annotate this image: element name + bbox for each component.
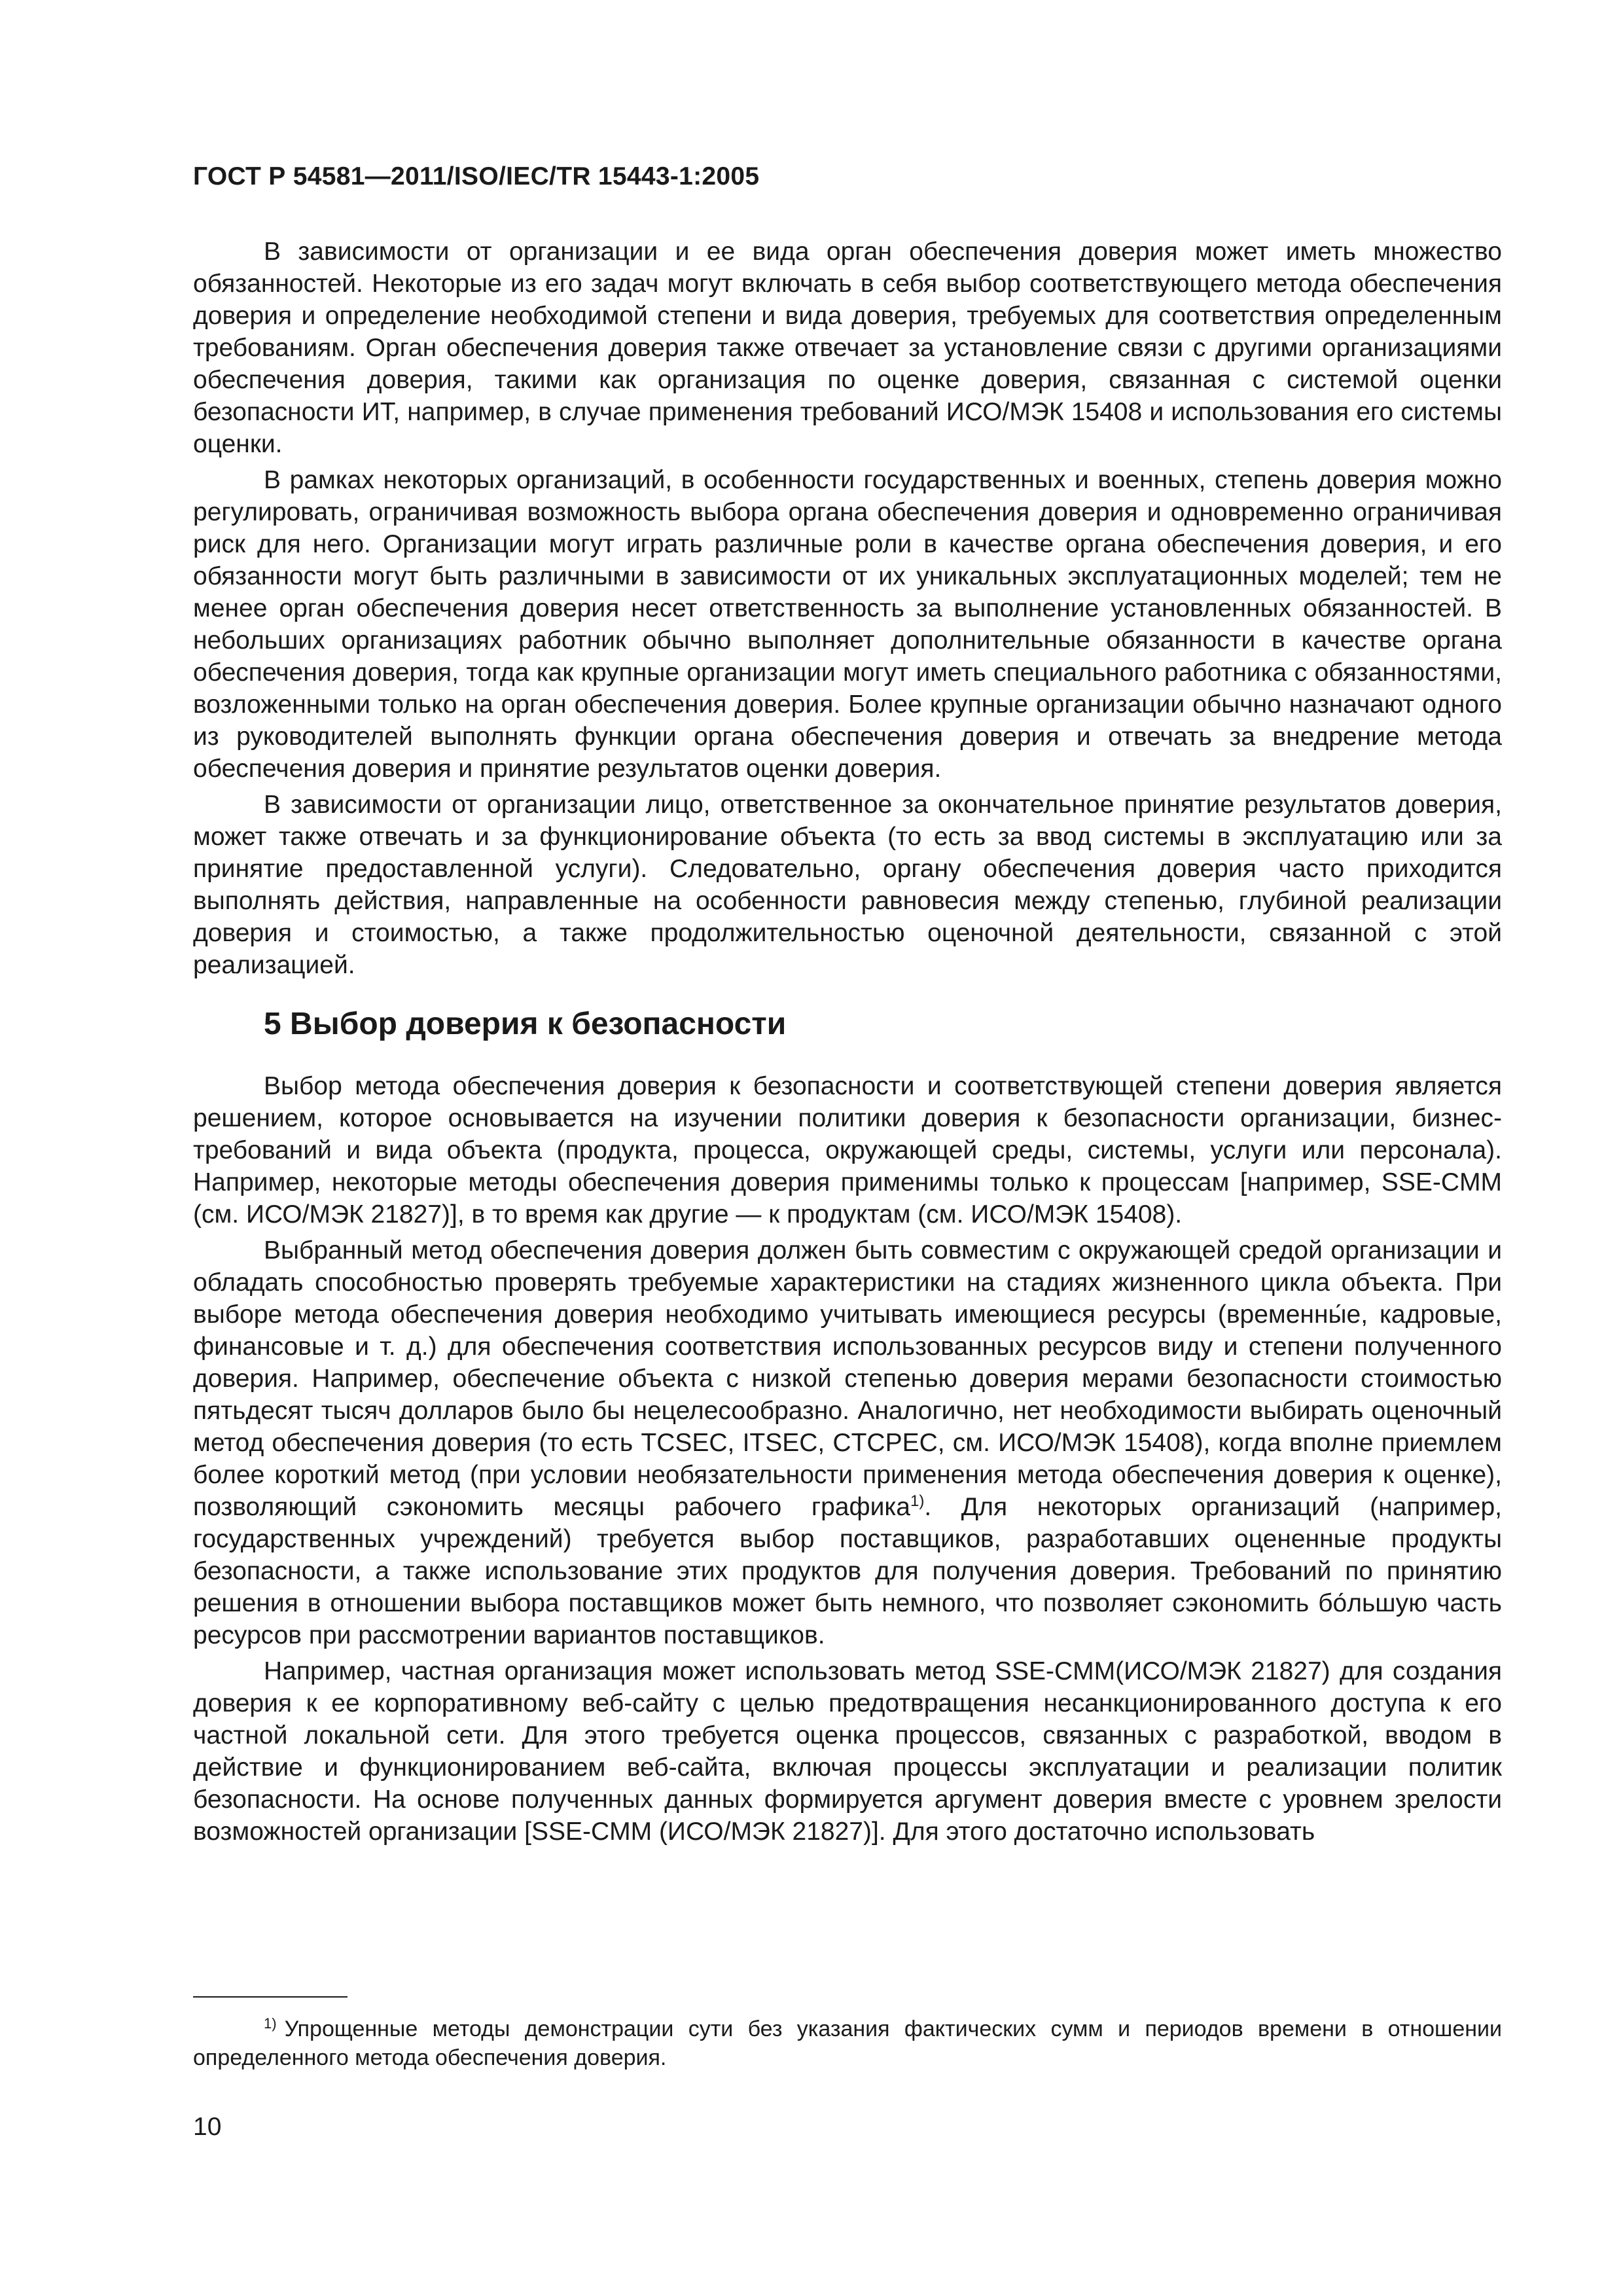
section-title: 5 Выбор доверия к безопасности [264, 1007, 787, 1041]
paragraph-2: В рамках некоторых организаций, в особенности государственных и военных, степень доверия можно регулировать, ограничивая возможность выбора органа обеспечения доверия и одновременно ограничивая риск для него. Организации могут играть различные роли в качестве органа обеспечения доверия, и его обязанности могут быть различными в зависимости от их уникальных эксплуатационных моделей; тем не менее орган обеспечения доверия несет ответственность за выполнение установленных обязанностей. В небольших организациях работник обычно выполняет дополнительные обязанности в качестве органа обеспечения доверия, тогда как крупные организации могут иметь специального работника с обязанностями, возложенными только на орган обеспечения доверия. Более крупные организации обычно назначают одного из руководителей выполнять функции органа обеспечения доверия и отвечать за внедрение метода обеспечения доверия и принятие результатов оценки доверия. [193, 466, 1502, 783]
document-header: ГОСТ Р 54581—2011/ISO/IEC/TR 15443-1:2005 [193, 162, 760, 190]
paragraph-3: В зависимости от организации лицо, ответственное за окончательное принятие результатов доверия, может также отвечать и за функционирование объекта (то есть за ввод системы в эксплуатацию или за принятие предоставленной услуги). Следовательно, органу обеспечения доверия часто приходится выполнять действия, направленные на особенности равновесия между степенью, глубиной реализации доверия и стоимостью, а также продолжительностью оценочной деятельности, связанной с этой реализацией. [193, 791, 1502, 979]
footnote-reference: 1) [910, 1492, 925, 1510]
section-paragraph-3: Например, частная организация может использовать метод SSE-CMM(ИСО/МЭК 21827) для создания доверия к ее корпоративному веб-сайту с целью предотвращения несанкционированного доступа к его частной локальной сети. Для этого требуется оценка процессов, связанных с разработкой, вводом в действие и функционированием веб-сайта, включая процессы эксплуатации и реализации политик безопасности. На основе полученных данных формируется аргумент доверия вместе с уровнем зрелости возможностей организации [SSE-CMM (ИСО/МЭК 21827)]. Для этого достаточно использовать [193, 1657, 1502, 1846]
section-paragraph-1: Выбор метода обеспечения доверия к безопасности и соответствующей степени доверия является решением, которое основывается на изучении политики доверия к безопасности организации, бизнес-требований и вида объекта (продукта, процесса, окружающей среды, системы, услуги или персонала). Например, некоторые методы обеспечения доверия применимы только к процессам [например, SSE-CMM (см. ИСО/МЭК 21827)], в то время как другие — к продуктам (см. ИСО/МЭК 15408). [193, 1072, 1502, 1229]
footnote-mark: 1) [264, 2015, 277, 2032]
footnote-text: Упрощенные методы демонстрации сути без указания фактических сумм и периодов времени в отношении определенного метода обеспечения доверия. [193, 2017, 1502, 2070]
section-paragraph-2-end: . Для некоторых организаций (например, государственных учреждений) требуется выбор поставщиков, разработавших оцененные продукты безопасности, а также использование этих продуктов для получения доверия. Требований по принятию решения в отношении выбора поставщиков может быть немного, что позволяет сэкономить бо́льшую часть ресурсов при рассмотрении вариантов поставщиков. [193, 1493, 1502, 1649]
paragraph-1: В зависимости от организации и ее вида орган обеспечения доверия может иметь множество обязанностей. Некоторые из его задач могут включать в себя выбор соответствующего метода обеспечения доверия и определение необходимой степени и вида доверия, требуемых для соответствия определенным требованиям. Орган обеспечения доверия также отвечает за установление связи с другими организациями обеспечения доверия, такими как организация по оценке доверия, связанная с системой оценки безопасности ИТ, например, в случае применения требований ИСО/МЭК 15408 и использования его системы оценки. [193, 238, 1502, 458]
section-paragraph-2 [193, 1234, 1502, 1651]
footnote-separator [193, 1996, 348, 1998]
footnote [193, 2015, 1502, 2072]
main-content [193, 236, 1502, 1852]
page-number: 10 [193, 2113, 222, 2141]
section-paragraph-2-start: Выбранный метод обеспечения доверия должен быть совместим с окружающей средой организации и обладать способностью проверять требуемые характеристики на стадиях жизненного цикла объекта. При выборе метода обеспечения доверия необходимо учитывать имеющиеся ресурсы (временны́е, кадровые, финансовые и т. д.) для обеспечения соответствия использованных ресурсов виду и степени полученного доверия. Например, обеспечение объекта с низкой степенью доверия мерами безопасности стоимостью пятьдесят тысяч долларов было бы нецелесообразно. Аналогично, нет необходимости выбирать оценочный метод обеспечения доверия (то есть TCSEC, ITSEC, CTCPEC, см. ИСО/МЭК 15408), когда вполне приемлем более короткий метод (при условии необязательности применения метода обеспечения доверия к оценке), позволяющий сэкономить месяцы рабочего графика [193, 1236, 1502, 1521]
